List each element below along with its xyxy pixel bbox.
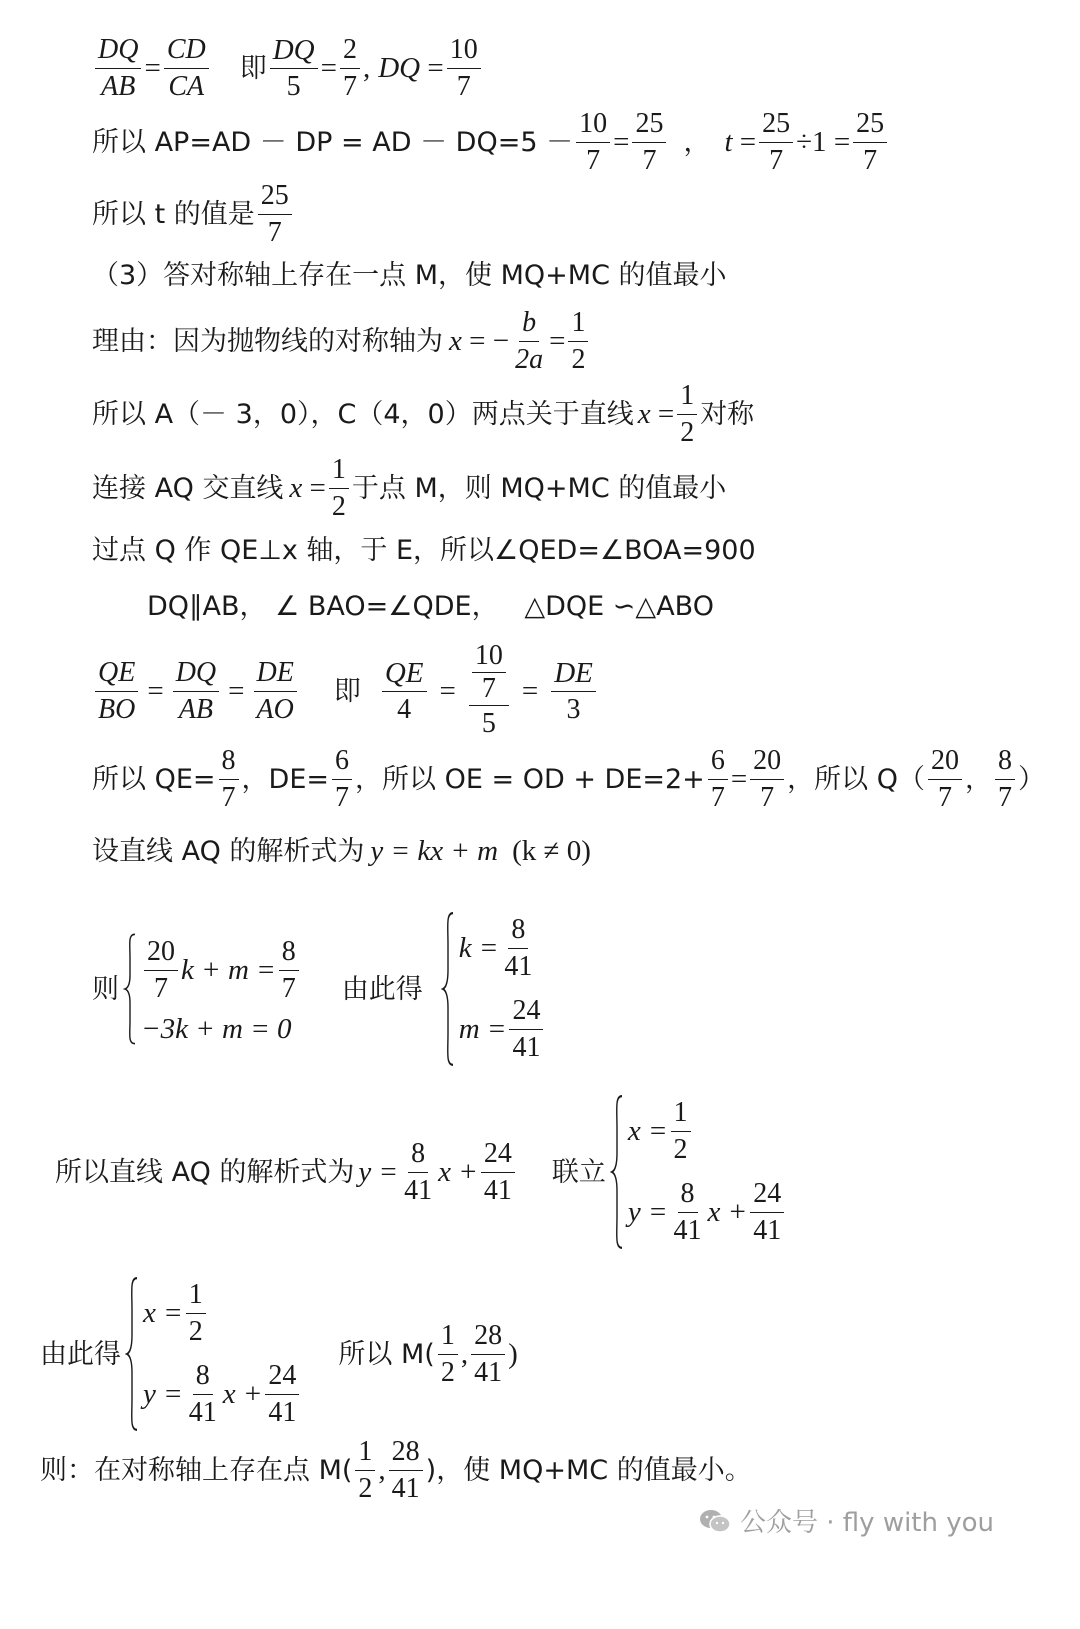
ze-label: 则	[92, 973, 119, 1005]
line-9-text: DQ∥AB， ∠ BAO=∠QDE， △DQE ∽△ABO	[147, 591, 714, 622]
line-8	[92, 537, 756, 564]
fraction-de-ao: $\frac{DE}{AO}$	[254, 655, 297, 728]
fraction-10-7: $\frac{10}{7}$	[576, 106, 610, 179]
fraction-25-7: $\frac{25}{7}$	[759, 106, 793, 179]
watermark-text: 公众号 · fly with you	[740, 1508, 995, 1538]
line-10: $\frac{QE}{BO}$ = $\frac{DQ}{AB}$ = $\frac{DE}{AO}$ 即 $\frac{QE}{4}$ = $\frac{\frac{10}{7}}{5}$ = $\frac{DE}{3}$	[92, 640, 599, 742]
line-14-text: 所以直线 AQ 的解析式为	[55, 1156, 355, 1188]
line-6: 所以 A（－ 3，0），C（4，0）两点关于直线 x = $\frac{1}{2}$ 对称	[92, 378, 754, 451]
fraction-8-7: $\frac{8}{7}$	[219, 743, 239, 816]
equation-system-1: 20 7 k + m = $\frac{8}{7}$ −3k + m = 0	[123, 932, 302, 1046]
fraction-6-7: $\frac{6}{7}$	[332, 743, 352, 816]
fraction-20-7: 20 7	[928, 743, 962, 816]
line-3	[92, 178, 295, 251]
line-7: 连接 AQ 交直线 x = $\frac{1}{2}$ 于点 M，则 MQ+MC 的值最小	[92, 452, 726, 525]
fraction-qe-bo: $\frac{QE}{BO}$	[95, 655, 138, 728]
line-2: 所以 AP=AD － DP = AD － DQ=5 － $\frac{10}{7}$ = $\frac{25}{7}$ ， t = $\frac{25}{7}$ ÷1 = $\frac{25}{7}$	[92, 106, 890, 179]
line-5: 理由：因为抛物线的对称轴为 x = − $\frac{b}{2a}$ = $\frac{1}{2}$	[92, 305, 591, 378]
left-brace-icon	[610, 1093, 624, 1251]
equation-system-4: x = $\frac{1}{2}$ y = $\frac{8}{41}$ x + $\frac{24}{41}$	[125, 1275, 302, 1433]
line-4-text: （3）答对称轴上存在一点 M，使 MQ+MC 的值最小	[92, 260, 727, 291]
fraction-8-7: 8 7	[995, 743, 1015, 816]
line-9	[147, 593, 714, 620]
fraction-6-7: $\frac{6}{7}$	[708, 743, 728, 816]
fraction-de-3: $\frac{DE}{3}$	[551, 655, 596, 728]
equation-system-3: x = $\frac{1}{2}$ y = $\frac{8}{41}$ x + $\frac{24}{41}$	[610, 1093, 787, 1251]
fraction-dq-ab: $\frac{DQ}{AB}$	[173, 655, 219, 728]
fraction-dq-ab: $\frac{DQ}{AB}$	[95, 32, 141, 105]
watermark	[698, 1502, 994, 1539]
line-4	[92, 262, 727, 289]
left-brace-icon	[441, 910, 455, 1068]
line-7-text: 连接 AQ 交直线	[92, 473, 284, 504]
fraction-1-2: $\frac{1}{2}$	[329, 452, 349, 525]
line-8-text: 过点 Q 作 QE⊥x 轴，于 E，所以∠QED=∠BOA=900	[92, 535, 756, 566]
fraction-qe-4: $\frac{QE}{4}$	[382, 655, 427, 728]
jize-label: 即	[239, 53, 267, 84]
fraction-2-7: $\frac{2}{7}$	[340, 32, 360, 105]
fraction-25-7: $\frac{25}{7}$	[853, 106, 887, 179]
line-12: 设直线 AQ 的解析式为 y = kx + m (k ≠ 0)	[92, 835, 591, 867]
fraction-20-7: $\frac{20}{7}$	[750, 743, 784, 816]
line-5-text: 理由：因为抛物线的对称轴为	[92, 326, 443, 357]
fraction-cd-ca: $\frac{CD}{CA}$	[164, 32, 209, 105]
line-3-text: 所以 t 的值是	[92, 199, 255, 230]
line-11: 所以 QE= $\frac{8}{7}$ ，DE= $\frac{6}{7}$ ，所以 OE = OD + DE=2+ $\frac{6}{7}$ = $\frac{20}{7}$ ，所以 Q（ 20 7 ， 8 7 ）	[92, 743, 1045, 816]
line-1: $\frac{DQ}{AB}$ = $\frac{CD}{CA}$ 即 $\frac{DQ}{5}$ = $\frac{2}{7}$ , DQ = $\frac{10}{7}$	[92, 32, 484, 105]
left-brace-icon	[125, 1275, 139, 1433]
line-16: 则：在对称轴上存在点 M( 1 2 , 28 41 )，使 MQ+MC 的值最小。	[40, 1436, 752, 1504]
fraction-1-2: $\frac{1}{2}$	[677, 378, 697, 451]
line-6-text: 所以 A（－ 3，0），C（4，0）两点关于直线	[92, 399, 634, 430]
line-13: 则 20 7 k + m = $\frac{8}{7}$ −3k + m = 0 由此得 k = $\frac{8}{41}$ m = $\frac{24}{41}$	[92, 910, 546, 1068]
line-2-text: 所以 AP=AD － DP = AD － DQ=5 －	[92, 127, 574, 158]
fraction-25-7: $\frac{25}{7}$	[632, 106, 666, 179]
fraction-b-2a: $\frac{b}{2a}$	[515, 307, 544, 375]
line-14: 所以直线 AQ 的解析式为 y = $\frac{8}{41}$ x + $\frac{24}{41}$ 联立 x = $\frac{1}{2}$ y = $\frac{8}{41}$ x + $\frac{24}{41}$	[55, 1093, 787, 1251]
fraction-1-2: $\frac{1}{2}$	[568, 305, 588, 378]
fraction-10-7: $\frac{10}{7}$	[447, 32, 481, 105]
fraction-dq-5: $\frac{DQ}{5}$	[270, 32, 318, 105]
line-12-text: 设直线 AQ 的解析式为	[92, 836, 365, 867]
line-15: 由此得 x = $\frac{1}{2}$ y = $\frac{8}{41}$ x + $\frac{24}{41}$ 所以 M( 1 2 , 28 41 )	[40, 1275, 518, 1433]
fraction-25-7: 25 7	[258, 178, 292, 251]
wechat-icon	[698, 1507, 732, 1535]
equation-system-2: k = $\frac{8}{41}$ m = $\frac{24}{41}$	[441, 910, 547, 1068]
left-brace-icon	[123, 932, 137, 1046]
fraction-complex: $\frac{\frac{10}{7}}{5}$	[469, 640, 509, 742]
